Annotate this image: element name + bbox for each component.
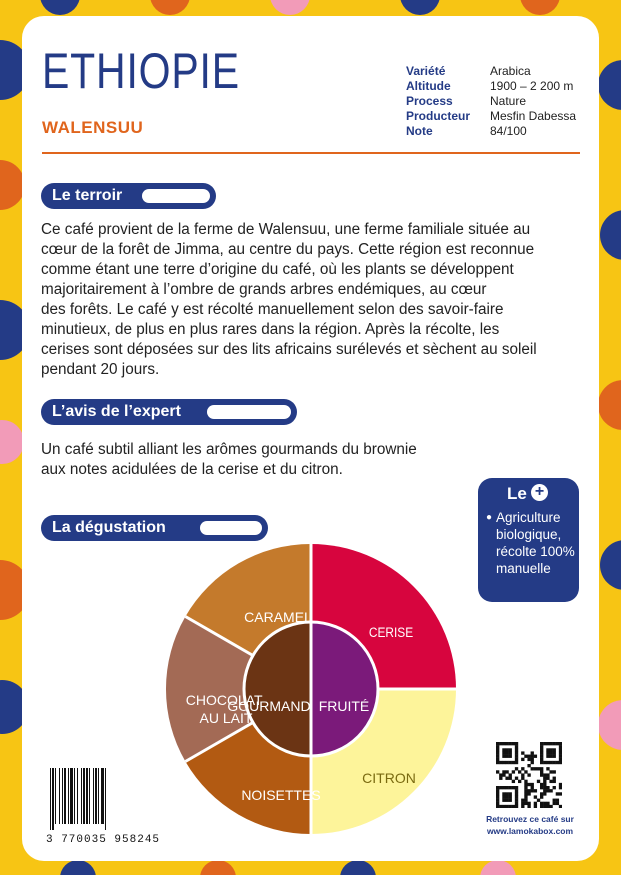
spec-value: 1900 – 2 200 m	[490, 79, 574, 93]
highlight-item	[486, 509, 576, 577]
wheel-label-citron: CITRON	[362, 770, 416, 786]
tasting-wheel	[164, 542, 458, 836]
wheel-label-caramel: CARAMEL	[244, 609, 312, 625]
text-line: aux notes acidulées de la cerise et du citron.	[41, 461, 343, 478]
terroir-paragraph	[41, 220, 537, 380]
text-line: cœur de la forêt de Jimma, au centre du pays. Cette région est reconnue	[41, 241, 535, 258]
wheel-label-chocolat: CHOCOLAT AU LAIT	[185, 692, 263, 726]
qr-website-link[interactable]: www.lamokabox.com	[486, 826, 574, 836]
section-heading-terroir	[41, 183, 216, 209]
expert-paragraph	[41, 440, 417, 480]
spec-row-variete	[406, 64, 576, 79]
text-line: cerises sont déposées sur des lits africains surélevés et sèchent au soleil	[41, 341, 537, 358]
heading-decoration	[207, 405, 291, 419]
spec-label: Variété	[406, 64, 446, 78]
section-heading-label: L’avis de l’expert	[52, 403, 181, 420]
product-card	[22, 16, 599, 861]
spec-label: Note	[406, 124, 433, 138]
spec-label: Process	[406, 94, 453, 108]
spec-value: Nature	[490, 94, 527, 108]
text-line: Ce café provient de la ferme de Walensuu, une ferme familiale située au	[41, 221, 531, 238]
section-heading-label: La dégustation	[52, 519, 166, 536]
origin-title: ETHIOPIE	[42, 43, 240, 99]
highlight-title: Le	[507, 484, 527, 503]
text-line: majoritairement à l’ombre de grands arbres endémiques, au cœur	[41, 281, 487, 298]
qr-caption-line: Retrouvez ce café sur	[486, 814, 574, 824]
spec-row-altitude	[406, 79, 576, 94]
specs-table	[406, 64, 576, 139]
spec-value: Arabica	[490, 64, 531, 78]
section-heading-expert	[41, 399, 297, 425]
heading-decoration	[200, 521, 262, 535]
farm-subtitle: WALENSUU	[42, 118, 144, 137]
qr-caption	[467, 813, 593, 837]
wheel-label-gourmand: GOURMAND	[227, 698, 311, 714]
spec-row-note	[406, 124, 576, 139]
spec-row-producteur	[406, 109, 576, 124]
barcode-number: 3 770035 958245	[46, 834, 161, 846]
bullet-icon: ●	[486, 512, 493, 523]
spec-value: Mesfin Dabessa	[490, 109, 577, 123]
highlight-box	[478, 478, 579, 602]
qr-code	[496, 742, 562, 808]
wheel-label-cerise: CERISE	[368, 624, 414, 641]
section-heading-degustation	[41, 515, 268, 541]
section-heading-label: Le terroir	[52, 187, 123, 204]
header-divider	[42, 152, 580, 154]
spec-label: Altitude	[406, 79, 451, 93]
spec-row-process	[406, 94, 576, 109]
highlight-item-text: Agriculture biologique, récolte 100% manuelle	[496, 510, 575, 576]
barcode	[48, 768, 144, 830]
plus-icon: +	[531, 484, 548, 501]
wheel-label-noisettes: NOISETTES	[241, 787, 321, 803]
spec-label: Producteur	[406, 109, 471, 123]
heading-decoration	[142, 189, 210, 203]
text-line: Un café subtil alliant les arômes gourmands du brownie	[41, 441, 417, 458]
text-line: minutieux, de plus en plus rares dans la région. Après la récolte, les	[41, 321, 500, 338]
text-line: pendant 20 jours.	[41, 361, 160, 378]
wheel-label-fruite: FRUITÉ	[318, 698, 370, 714]
spec-value: 84/100	[490, 124, 527, 138]
text-line: comme étant une terre d’origine du café, où les plants se développent	[41, 261, 514, 278]
text-line: des forêts. Le café y est récolté manuellement selon des savoir-faire	[41, 301, 504, 318]
